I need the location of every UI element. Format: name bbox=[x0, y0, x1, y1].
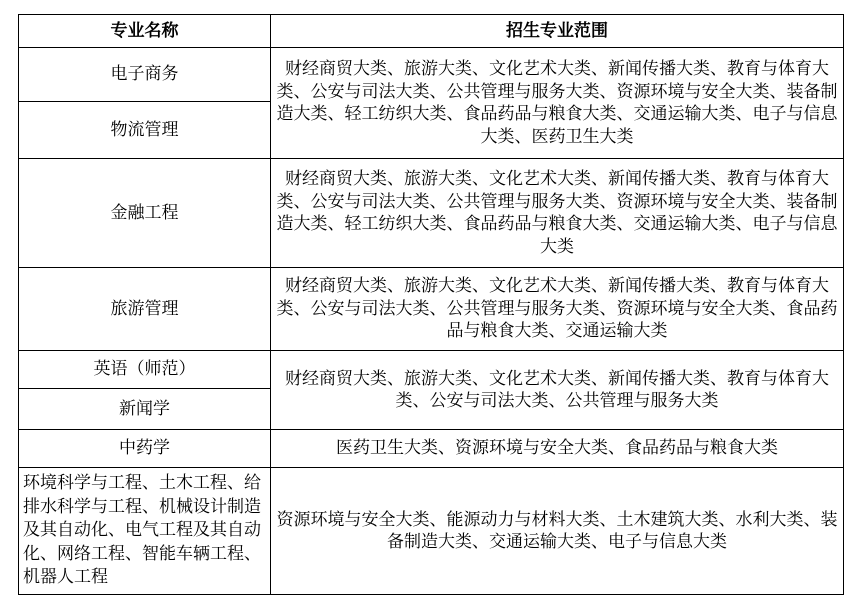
major-cell: 电子商务 bbox=[19, 48, 271, 102]
major-cell: 英语（师范） bbox=[19, 351, 271, 389]
range-cell: 财经商贸大类、旅游大类、文化艺术大类、新闻传播大类、教育与体育大类、公安与司法大类、公共管理与服务大类、资源环境与安全大类、装备制造大类、轻工纺织大类、食品药品与粮食大类、交通运输大类、电子与信息大类 bbox=[271, 159, 844, 268]
header-row bbox=[19, 15, 844, 48]
major-cell: 旅游管理 bbox=[19, 268, 271, 351]
major-cell: 新闻学 bbox=[19, 389, 271, 430]
table-row bbox=[19, 430, 844, 468]
table-row bbox=[19, 48, 844, 102]
major-cell: 物流管理 bbox=[19, 102, 271, 159]
header-major-name: 专业名称 bbox=[19, 15, 271, 48]
range-cell: 医药卫生大类、资源环境与安全大类、食品药品与粮食大类 bbox=[271, 430, 844, 468]
table-row bbox=[19, 159, 844, 268]
range-cell: 财经商贸大类、旅游大类、文化艺术大类、新闻传播大类、教育与体育大类、公安与司法大类、公共管理与服务大类 bbox=[271, 351, 844, 430]
admission-majors-table bbox=[18, 14, 844, 595]
table-row bbox=[19, 468, 844, 595]
table-row bbox=[19, 268, 844, 351]
table-row bbox=[19, 351, 844, 389]
major-cell: 环境科学与工程、土木工程、给排水科学与工程、机械设计制造及其自动化、电气工程及其自动化、网络工程、智能车辆工程、机器人工程 bbox=[19, 468, 271, 595]
range-cell: 财经商贸大类、旅游大类、文化艺术大类、新闻传播大类、教育与体育大类、公安与司法大类、公共管理与服务大类、资源环境与安全大类、装备制造大类、轻工纺织大类、食品药品与粮食大类、交通运输大类、电子与信息大类、医药卫生大类 bbox=[271, 48, 844, 159]
range-cell: 资源环境与安全大类、能源动力与材料大类、土木建筑大类、水利大类、装备制造大类、交通运输大类、电子与信息大类 bbox=[271, 468, 844, 595]
major-cell: 金融工程 bbox=[19, 159, 271, 268]
header-admission-range: 招生专业范围 bbox=[271, 15, 844, 48]
document-area bbox=[18, 14, 844, 595]
range-cell: 财经商贸大类、旅游大类、文化艺术大类、新闻传播大类、教育与体育大类、公安与司法大类、公共管理与服务大类、资源环境与安全大类、食品药品与粮食大类、交通运输大类 bbox=[271, 268, 844, 351]
major-cell: 中药学 bbox=[19, 430, 271, 468]
